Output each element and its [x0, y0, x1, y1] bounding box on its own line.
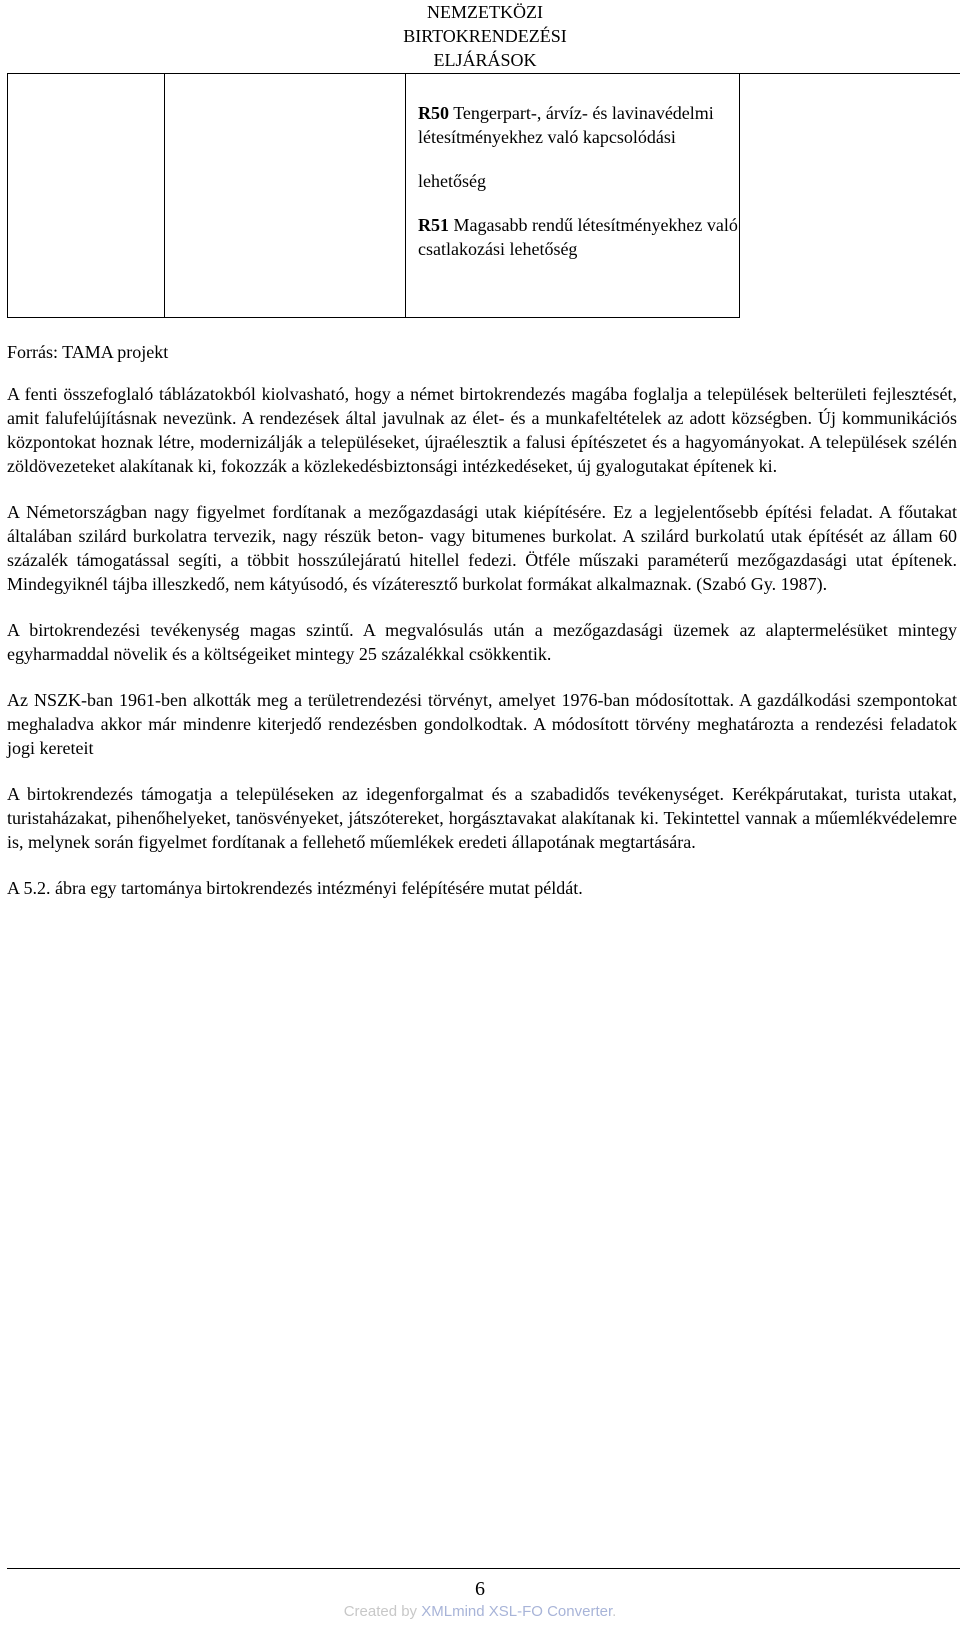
paragraph: Az NSZK-ban 1961-ben alkották meg a területrendezési törvényt, amelyet 1976-ban módosítottak. A gazdálkodási szempontokat meghaladva akkor már mindenre kiterjedő rendezésben gondolkodtak. A módosított törvény meghatározta a rendezési feladatok jogi kereteit — [7, 690, 957, 758]
header-line: ELJÁRÁSOK — [433, 50, 537, 70]
running-header — [380, 0, 590, 72]
criterion-item — [418, 101, 738, 149]
criterion-item — [418, 213, 738, 261]
body-text — [7, 382, 957, 922]
credit-prefix: Created by — [343, 1603, 422, 1620]
credit-suffix: . — [612, 1603, 617, 1620]
criterion-text: lehetőség — [418, 171, 486, 191]
header-line: BIRTOKRENDEZÉSI — [403, 26, 567, 46]
credit-brand-link[interactable]: XMLmind XSL-FO Converter — [421, 1603, 613, 1620]
footer-rule — [7, 1568, 960, 1569]
table-cell-criteria — [418, 101, 738, 261]
criterion-code: R50 — [418, 103, 449, 123]
criterion-text: Magasabb rendű létesítményekhez való csatlakozási lehetőség — [418, 215, 738, 259]
criterion-item — [418, 169, 738, 193]
converter-credit — [0, 1603, 960, 1620]
paragraph: A fenti összefoglaló táblázatokból kiolvasható, hogy a német birtokrendezés magába foglalja a települések belterületi fejlesztését, amit falufelújításnak nevezünk. A rendezések által javulnak az élet- és a munkafeltételek az adott községben. Új kommunikációs központokat hoznak létre, modernizálják a településeket, újraélesztik a falusi építészetet és a hagyományokat. A települések szélén zöldövezeteket alakítanak ki, fokozzák a közlekedésbiztonsági intézkedéseket, új gyalogutakat építenek ki. — [7, 384, 957, 476]
table-source: Forrás: TAMA projekt — [7, 342, 169, 362]
table-column-divider — [164, 73, 165, 317]
table-column-divider — [405, 73, 406, 317]
paragraph: A 5.2. ábra egy tartománya birtokrendezés intézményi felépítésére mutat példát. — [7, 878, 583, 898]
criterion-code: R51 — [418, 215, 449, 235]
criteria-table — [7, 73, 740, 318]
paragraph: A birtokrendezési tevékenység magas szintű. A megvalósulás után a mezőgazdasági üzemek az alaptermelésüket mintegy egyharmaddal növelik és a költségeiket mintegy 25 százalékkal csökkentik. — [7, 620, 957, 664]
criterion-text: Tengerpart-, árvíz- és lavinavédelmi létesítményekhez való kapcsolódási — [418, 103, 714, 147]
header-line: NEMZETKÖZI — [427, 2, 543, 22]
paragraph: A Németországban nagy figyelmet fordítanak a mezőgazdasági utak kiépítésére. Ez a legjelentősebb építési feladat. A főutakat általában szilárd burkolatra tervezik, nagy részük beton- vagy bitumenes burkolat. A szilárd burkolatú utak építését az állam 60 százalék támogatással segíti, a többit hosszúlejáratú hitellel fedezi. Ötféle műszaki paraméterű mezőgazdasági utat építenek. Mindegyiknél tájba illeszkedő, nem kátyúsodó, és vízáteresztő burkolat formákat alkalmaznak. (Szabó Gy. 1987). — [7, 502, 957, 594]
page-number: 6 — [475, 1578, 485, 1600]
paragraph: A birtokrendezés támogatja a településeken az idegenforgalmat és a szabadidős tevékenységet. Kerékpárutakat, turista utakat, turistaházakat, pihenőhelyeket, tanösvényeket, játszótereket, horgásztavakat alakítanak ki. Tekintettel vannak a műemlékvédelemre is, melynek során figyelmet fordítanak a fellehető műemlékek eredeti állapotának megtartására. — [7, 784, 957, 852]
